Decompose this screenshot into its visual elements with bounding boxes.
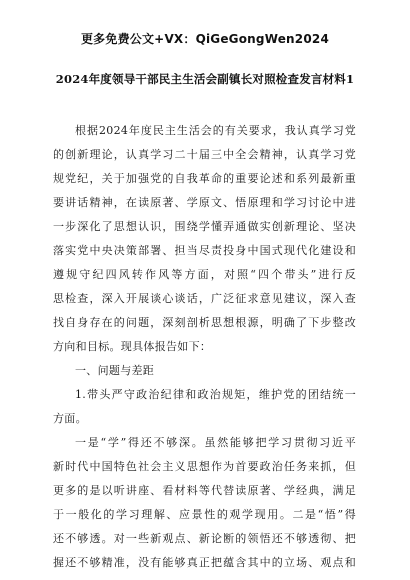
subsection-heading: 1.带头严守政治纪律和政治规矩，维护党的团结统一 [75, 388, 356, 401]
body-line: 思检查，深入开展谈心谈话，广泛征求意见建议，深入查 [53, 292, 356, 305]
body-line: 的创新理论，认真学习二十届三中全会精神，认真学习党 [53, 148, 356, 161]
body-line: 方向和目标。现具体报告如下： [53, 340, 212, 353]
document-body [53, 119, 356, 575]
body-line: 根据2024年度民主生活会的有关要求，我认真学习党 [75, 124, 356, 137]
subsection-heading-cont: 方面。 [53, 412, 87, 425]
body-line: 一是“学”得还不够深。虽然能够把学习贯彻习近平 [75, 436, 356, 449]
body-line: 新时代中国特色社会主义思想作为首要政治任务来抓，但 [53, 460, 356, 473]
body-line: 于一般化的学习理解、应景性的观学现用。二是“悟”得 [53, 508, 356, 521]
body-line: 规党纪，关于加强党的自我革命的重要论述和系列最新重 [53, 172, 356, 185]
body-line: 要讲话精神，在读原著、学原文、悟原理和学习讨论中进 [53, 196, 356, 209]
header-note: 更多免费公文+VX：QiGeGongWen2024 [80, 32, 329, 46]
body-line: 握还不够精准，没有能够真正把蕴含其中的立场、观点和 [53, 556, 356, 569]
section-heading: 一、问题与差距 [75, 364, 155, 377]
body-line: 更多的是以听讲座、看材料等代替读原著、学经典，满足 [53, 484, 356, 497]
body-line: 遵规守纪四风转作风等方面，对照“四个带头”进行反 [53, 268, 356, 281]
body-line: 落实党中央决策部署、担当尽责投身中国式现代化建设和 [53, 244, 356, 257]
document-title: 2024年度领导干部民主生活会副镇长对照检查发言材料1 [55, 72, 355, 86]
body-line: 找自身存在的问题，深刻剖析思想根源，明确了下步整改 [53, 316, 356, 329]
body-line: 还不够透。对一些新观点、新论断的领悟还不够透彻、把 [53, 532, 356, 545]
body-line: 一步深化了思想认识，围绕学懂弄通做实创新理论、坚决 [53, 220, 356, 233]
